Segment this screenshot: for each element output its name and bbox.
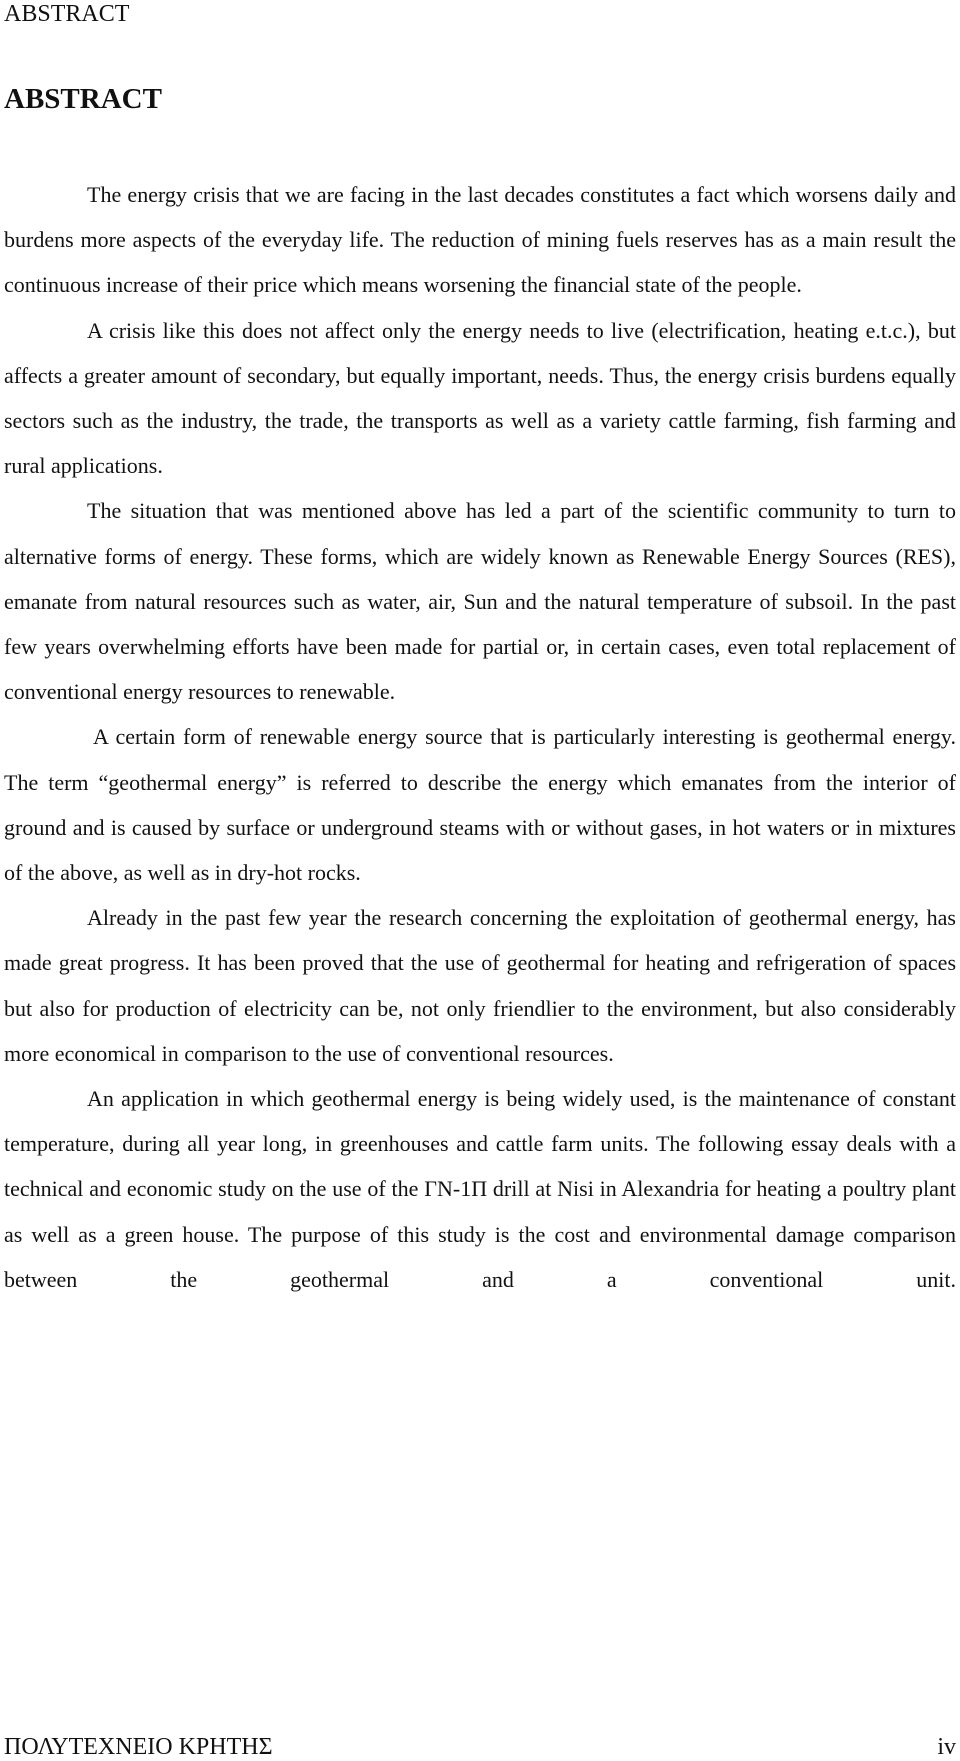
paragraph-geothermal-definition: A certain form of renewable energy source that is particularly interesting is geothermal energy. The term “geothermal energy” is referred to describe the energy which emanates from the interior of ground and is caused by surface or underground steams with or without gases, in hot waters or in mixtures of the above, as well as in dry-hot rocks. [4, 724, 956, 886]
page-title: ABSTRACT [4, 83, 162, 115]
abstract-body [4, 172, 956, 1302]
running-header: ABSTRACT [4, 1, 130, 27]
paragraph-study-purpose: An application in which geothermal energy is being widely used, is the maintenance of constant temperature, during all year long, in greenhouses and cattle farm units. The following essay deals with a technical and economic study on the use of the ΓΝ-1Π drill at Nisi in Alexandria for heating a poultry plant as well as a green house. The purpose of this study is the cost and environmental damage comparison between the geothermal and a conventional unit. [4, 1086, 956, 1292]
paragraph-crisis-effects: A crisis like this does not affect only the energy needs to live (electrification, heating e.t.c.), but affects a greater amount of secondary, but equally important, needs. Thus, the energy crisis burdens equally sectors such as the industry, the trade, the transports as well as a variety cattle farming, fish farming and rural applications. [4, 317, 956, 479]
footer-institution: ΠΟΛΥΤΕΧΝΕΙΟ ΚΡΗΤΗΣ [4, 1734, 273, 1760]
paragraph-renewable-sources: The situation that was mentioned above has led a part of the scientific community to turn to alternative forms of energy. These forms, which are widely known as Renewable Energy Sources (RES), emanate from natural resources such as water, air, Sun and the natural temperature of subsoil. In the past few years overwhelming efforts have been made for partial or, in certain cases, even total replacement of conventional energy resources to renewable. [4, 498, 956, 705]
page-number: iv [937, 1734, 956, 1760]
paragraph-geothermal-progress: Already in the past few year the research concerning the exploitation of geothermal energy, has made great progress. It has been proved that the use of geothermal for heating and refrigeration of spaces but also for production of electricity can be, not only friendlier to the environment, but also considerably more economical in comparison to the use of conventional resources. [4, 905, 956, 1066]
paragraph-energy-crisis: The energy crisis that we are facing in the last decades constitutes a fact which worsens daily and burdens more aspects of the everyday life. The reduction of mining fuels reserves has as a main result the continuous increase of their price which means worsening the financial state of the people. [4, 182, 956, 298]
